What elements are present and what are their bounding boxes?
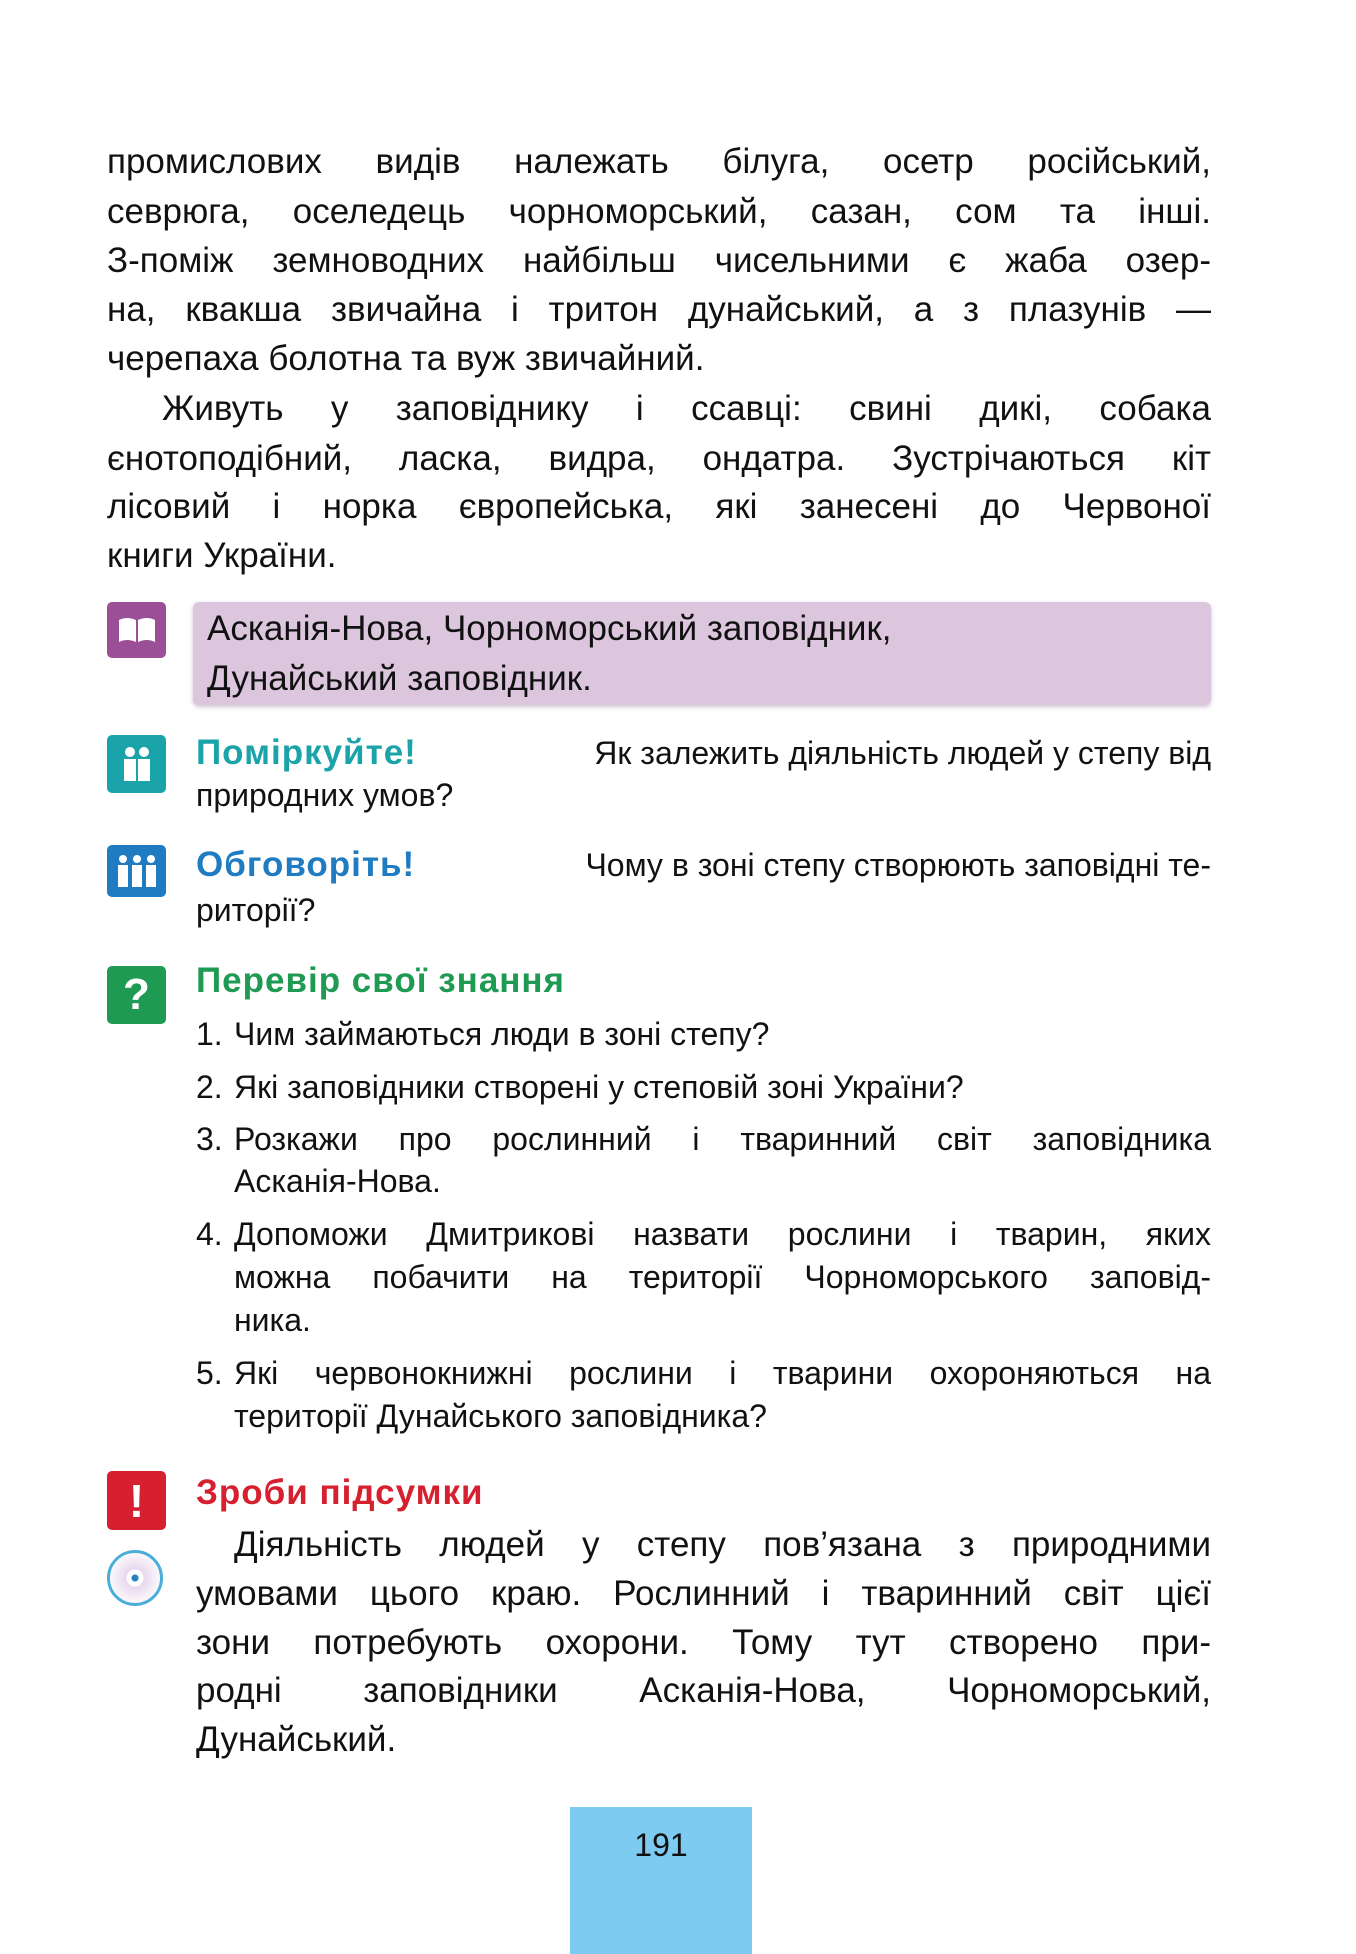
question-number: 4. [196, 1216, 223, 1252]
group-people-icon [107, 845, 166, 897]
summary-line: умовами цього краю. Рослинний і тваринний світ цієї [196, 1574, 1211, 1613]
question-text: Які червонокнижні рослини і тварини охороняються на [234, 1355, 1211, 1391]
text-line: на, квакша звичайна і тритон дунайський, а з плазунів — [107, 290, 1211, 329]
text-line: єнотоподібний, ласка, видра, ондатра. Зустрічаються кіт [107, 439, 1211, 478]
think-question: Як залежить діяльність людей у степу від [594, 735, 1211, 771]
text-line: севрюга, оселедець чорноморський, сазан, сом та інші. [107, 192, 1211, 231]
question-mark-icon: ? [107, 966, 166, 1024]
book-icon [107, 602, 166, 658]
text-line: лісовий і норка європейська, які занесені до Червоної [107, 487, 1211, 526]
check-title: Перевір свої знання [196, 961, 565, 1000]
think-question-cont: природних умов? [196, 777, 454, 813]
summary-line: Діяльність людей у степу пов’язана з природними [234, 1525, 1211, 1564]
summary-line: Дунайський. [196, 1720, 397, 1759]
question-text: Розкажи про рослинний і тваринний світ заповідника [234, 1121, 1211, 1157]
discuss-title: Обговоріть! [196, 845, 416, 884]
exclamation-icon: ! [107, 1471, 166, 1530]
key-term-line: Асканія-Нова, Чорноморський заповідник, [207, 609, 892, 648]
page-number-tab [570, 1807, 752, 1954]
think-title: Поміркуйте! [196, 733, 417, 772]
discuss-question-cont: риторії? [196, 892, 316, 928]
question-text: Чим займаються люди в зоні степу? [234, 1016, 770, 1052]
question-text: Допоможи Дмитрикові назвати рослини і тварин, яких [234, 1216, 1211, 1252]
summary-title: Зроби підсумки [196, 1473, 484, 1512]
question-text: Асканія-Нова. [234, 1163, 441, 1199]
question-text: території Дунайського заповідника? [234, 1398, 767, 1434]
text-line: Живуть у заповіднику і ссавці: свині дикі, собака [162, 389, 1211, 428]
summary-line: зони потребують охорони. Тому тут створено при- [196, 1623, 1211, 1662]
text-line: книги України. [107, 536, 337, 575]
question-text: Які заповідники створені у степовій зоні України? [234, 1069, 964, 1105]
question-number: 5. [196, 1355, 223, 1391]
question-number: 3. [196, 1121, 223, 1157]
question-text: ника. [234, 1302, 311, 1338]
text-line: З-поміж земноводних найбільш чисельними є жаба озер- [107, 241, 1211, 280]
disc-icon [107, 1550, 163, 1606]
think-line [196, 731, 1211, 775]
page-number: 191 [634, 1827, 688, 1863]
question-number: 2. [196, 1069, 223, 1105]
question-text: можна побачити на території Чорноморського заповід- [234, 1259, 1211, 1295]
text-line: черепаха болотна та вуж звичайний. [107, 339, 705, 378]
two-people-icon [107, 735, 166, 793]
summary-line: родні заповідники Асканія-Нова, Чорноморський, [196, 1671, 1211, 1710]
text-line: промислових видів належать білуга, осетр російський, [107, 142, 1211, 181]
discuss-line [196, 843, 1211, 887]
question-number: 1. [196, 1016, 223, 1052]
discuss-question: Чому в зоні степу створюють заповідні те- [585, 847, 1211, 883]
key-term-line: Дунайський заповідник. [207, 659, 592, 698]
